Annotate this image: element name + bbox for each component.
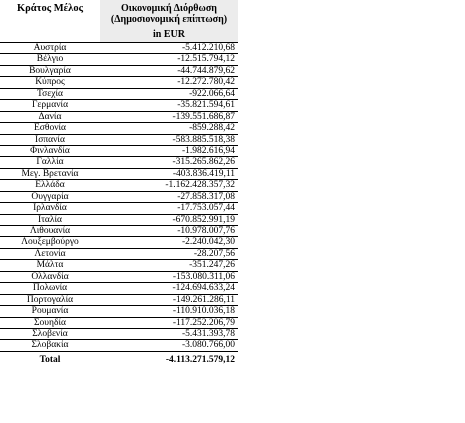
member-state-header: Κράτος Μέλος: [0, 0, 100, 42]
table-row: [0, 77, 238, 88]
country-cell: Πολωνία: [32, 283, 68, 294]
country-cell: Γερμανία: [31, 100, 69, 111]
country-cell: Βουλγαρία: [29, 65, 71, 76]
value-cell: -1.982.616,94: [181, 145, 235, 156]
table-row: [0, 100, 238, 111]
value-cell: -2.240.042,30: [181, 237, 235, 248]
country-cell: Πορτογαλία: [26, 294, 74, 305]
country-cell: Γαλλία: [36, 157, 64, 168]
table-row: [0, 272, 238, 283]
table-row: [0, 226, 238, 237]
value-cell: -403.836.419,11: [172, 168, 235, 179]
country-cell: Ολλανδία: [31, 271, 69, 282]
table-row: [0, 112, 238, 123]
country-cell: Ιταλία: [37, 214, 63, 225]
value-cell: -153.080.311,06: [172, 271, 235, 282]
value-cell: -583.885.518,38: [172, 134, 235, 145]
table-row: [0, 249, 238, 260]
value-cell: -3.080.766,00: [181, 340, 235, 351]
value-cell: -44.744.879,62: [177, 65, 235, 76]
country-cell: Ρουμανία: [31, 306, 69, 317]
value-cell: -12.515.794,12: [177, 54, 235, 65]
correction-header-group: [100, 0, 238, 42]
table-row: [0, 295, 238, 306]
table-row: [0, 157, 238, 168]
country-cell: Κύπρος: [35, 77, 65, 88]
total-row: [0, 354, 238, 367]
value-cell: -859.288,42: [189, 123, 235, 134]
table-row: [0, 215, 238, 226]
value-cell: -117.252.206,79: [172, 317, 235, 328]
value-cell: -27.858.317,08: [177, 191, 235, 202]
correction-table: [0, 0, 238, 367]
total-label: Total: [39, 354, 61, 365]
table-row: [0, 318, 238, 329]
country-cell: Δανία: [38, 111, 62, 122]
unit-header: in EUR: [100, 27, 238, 42]
table-row: [0, 169, 238, 180]
value-cell: -351.247,26: [189, 260, 235, 271]
country-cell: Σλοβακία: [31, 340, 69, 351]
table-row: [0, 192, 238, 203]
value-cell: -5.412.210,68: [181, 43, 235, 53]
table-row: [0, 66, 238, 77]
value-cell: -35.821.594,61: [177, 100, 235, 111]
country-cell: Αυστρία: [33, 43, 67, 53]
table-row: [0, 180, 238, 191]
table-row: [0, 306, 238, 317]
value-cell: -315.265.862,26: [172, 157, 235, 168]
country-cell: Λετονία: [34, 248, 66, 259]
table-row: [0, 89, 238, 100]
country-cell: Λουξεμβούργο: [21, 237, 79, 248]
country-cell: Ιρλανδία: [33, 203, 67, 214]
country-cell: Τσεχία: [36, 88, 63, 99]
table-row: [0, 237, 238, 248]
country-cell: Ουγγαρία: [31, 191, 69, 202]
value-cell: -12.272.780,42: [177, 77, 235, 88]
table-row: [0, 260, 238, 271]
table-row: [0, 283, 238, 294]
correction-header: Οικονομική Διόρθωση (Δημοσιονομική επίπτωση): [100, 0, 238, 27]
table-row: [0, 54, 238, 65]
country-cell: Μεγ. Βρετανία: [21, 168, 79, 179]
value-cell: -17.753.057,44: [177, 203, 235, 214]
country-cell: Ελλάδα: [35, 180, 65, 191]
country-cell: Ισπανία: [35, 134, 65, 145]
country-cell: Λιθουανία: [29, 226, 71, 236]
country-cell: Βέλγιο: [36, 54, 64, 65]
table-body: [0, 43, 238, 352]
value-cell: -149.261.286,11: [172, 294, 235, 305]
table-row: [0, 43, 238, 54]
value-cell: -5.431.393,78: [181, 328, 235, 339]
value-cell: -1.162.428.357,32: [165, 180, 235, 191]
country-cell: Εσθονία: [33, 123, 67, 134]
total-value: -4.113.271.579,12: [165, 354, 235, 365]
table-row: [0, 329, 238, 340]
country-cell: Μάλτα: [36, 260, 64, 271]
country-cell: Σλοβενία: [32, 328, 68, 339]
table-row: [0, 146, 238, 157]
value-cell: -922.066,64: [189, 88, 235, 99]
table-row: [0, 123, 238, 134]
value-cell: -28.207,56: [193, 248, 235, 259]
country-cell: Σουηδία: [34, 317, 66, 328]
value-cell: -139.551.686,87: [172, 111, 235, 122]
table-row: [0, 340, 238, 351]
table-row: [0, 135, 238, 146]
value-cell: -10.978.007,76: [177, 226, 235, 236]
value-cell: -124.694.633,24: [172, 283, 235, 294]
value-cell: -670.852.991,19: [172, 214, 235, 225]
value-cell: -110.910.036,18: [172, 306, 235, 317]
country-cell: Φινλανδία: [30, 145, 70, 156]
table-header: [0, 0, 238, 42]
table-row: [0, 203, 238, 214]
